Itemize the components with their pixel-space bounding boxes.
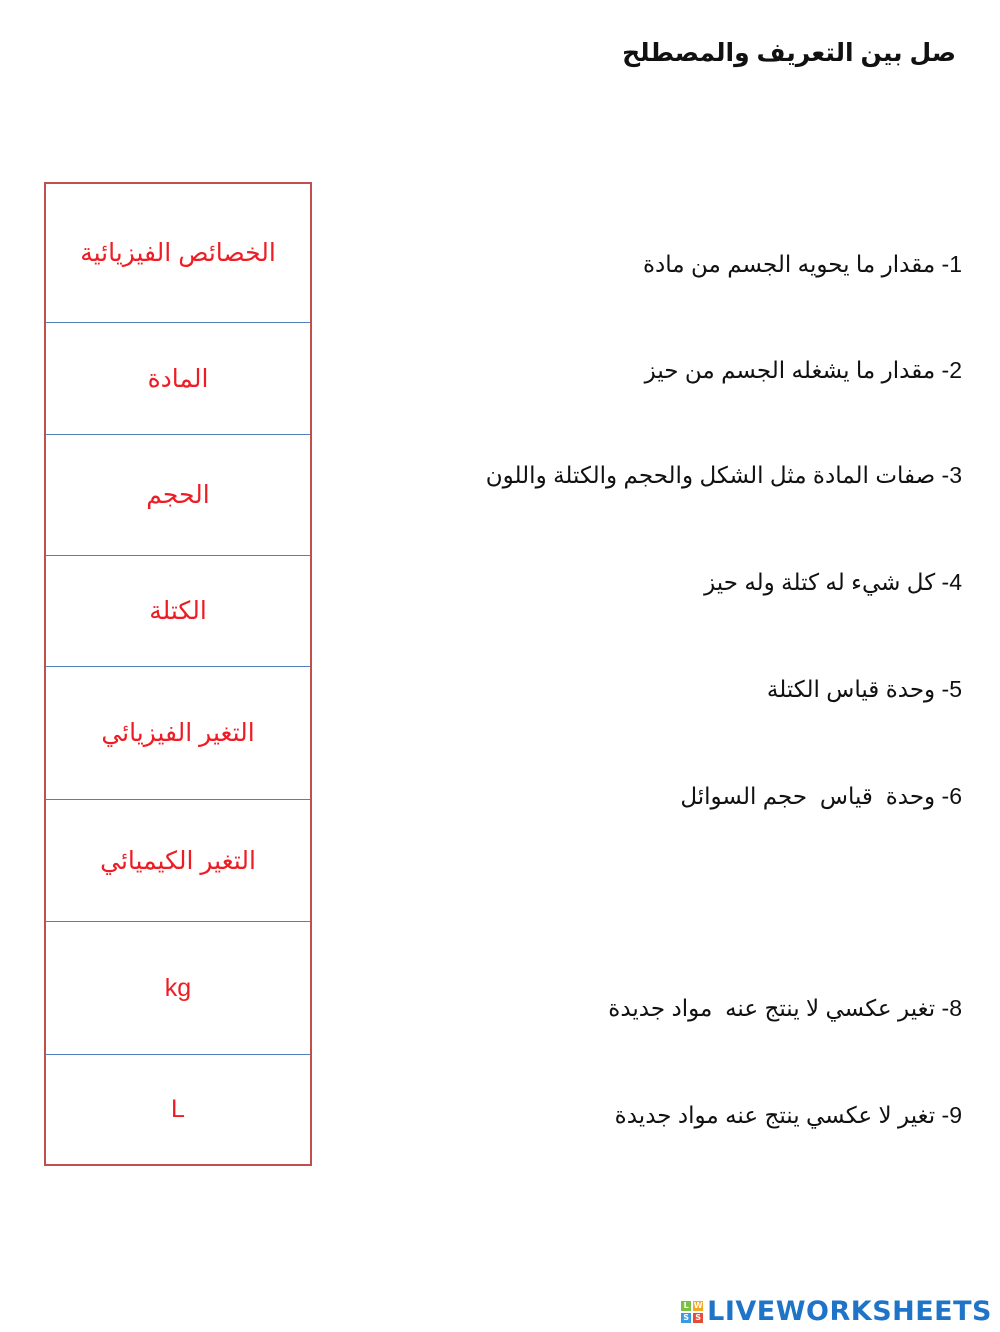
term-cell-liter[interactable] [46, 1055, 310, 1164]
term-label: kg [164, 973, 192, 1002]
logo-block: S [693, 1313, 703, 1323]
definition-4: 4- كل شيء له كتلة وله حيز [704, 569, 962, 595]
term-label: التغير الفيزيائي [101, 719, 255, 747]
definition-6: 6- وحدة قياس حجم السوائل [680, 783, 962, 809]
definition-1: 1- مقدار ما يحويه الجسم من مادة [642, 251, 962, 277]
term-label: الكتلة [149, 597, 207, 625]
logo-block: S [681, 1313, 691, 1323]
term-label: المادة [147, 364, 209, 393]
definition-8: 8- تغير عكسي لا ينتج عنه مواد جديدة [608, 995, 962, 1021]
term-label: L [171, 1095, 185, 1123]
term-label: التغير الكيميائي [100, 846, 256, 875]
term-cell-kg[interactable] [46, 922, 310, 1055]
term-cell-volume[interactable] [46, 435, 310, 556]
term-cell-physical-change[interactable] [46, 667, 310, 800]
definition-3: 3- صفات المادة مثل الشكل والحجم والكتلة واللون [485, 462, 962, 488]
term-label: الخصائص الفيزيائية [80, 239, 276, 267]
logo-block: W [693, 1301, 703, 1310]
logo-block: L [681, 1301, 691, 1311]
definition-5: 5- وحدة قياس الكتلة [766, 676, 962, 702]
logo-mark-icon [681, 1301, 703, 1323]
term-cell-physical-properties[interactable] [46, 184, 310, 323]
definition-2: 2- مقدار ما يشغله الجسم من حيز [644, 357, 962, 383]
definition-9: 9- تغير لا عكسي ينتج عنه مواد جديدة [614, 1102, 962, 1128]
term-cell-chemical-change[interactable] [46, 800, 310, 922]
terms-column [44, 182, 312, 1166]
term-label: الحجم [146, 481, 210, 509]
logo-text: LIVEWORKSHEETS [707, 1296, 992, 1327]
page-title: صل بين التعريف والمصطلح [622, 39, 956, 67]
term-cell-matter[interactable] [46, 323, 310, 435]
liveworksheets-logo [681, 1296, 992, 1327]
term-cell-mass[interactable] [46, 556, 310, 667]
